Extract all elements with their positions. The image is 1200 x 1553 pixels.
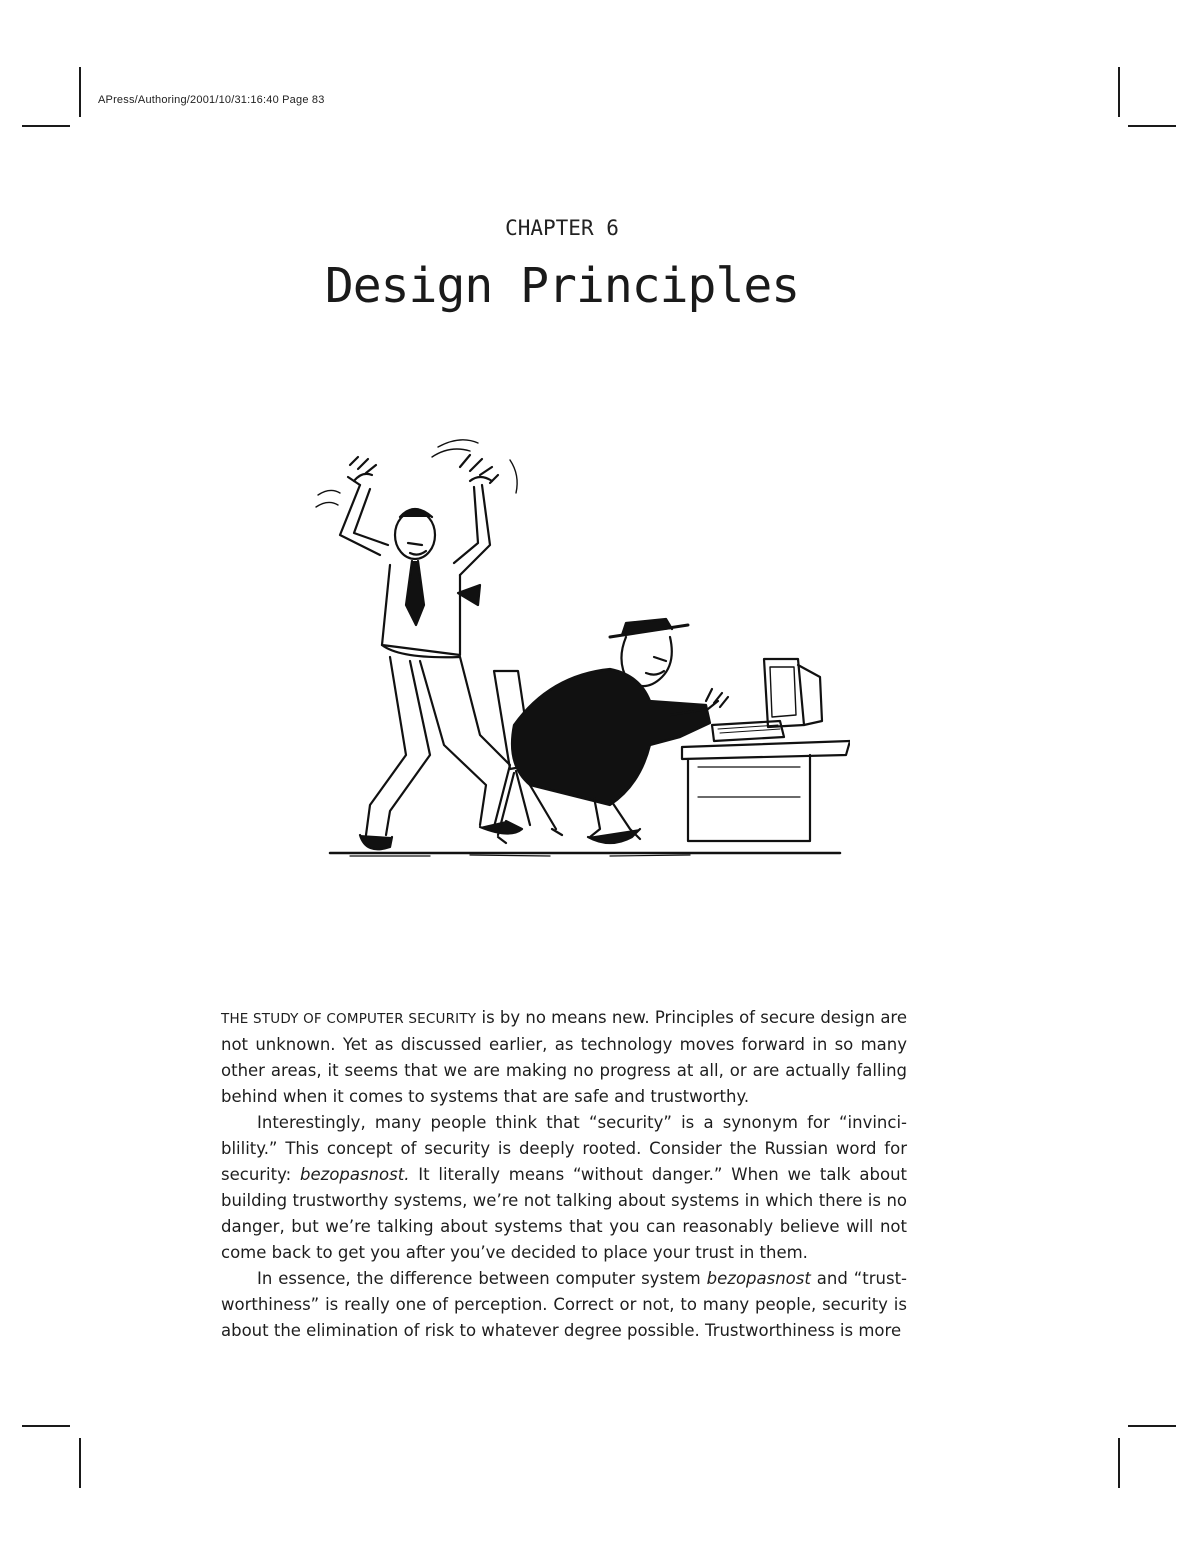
crop-mark-top-left-horizontal — [22, 125, 70, 127]
crop-mark-bottom-left-horizontal — [22, 1425, 70, 1427]
crop-mark-top-right-vertical — [1118, 67, 1120, 117]
crop-mark-bottom-left-vertical — [79, 1438, 81, 1488]
crop-mark-top-right-horizontal — [1128, 125, 1176, 127]
crop-mark-bottom-right-horizontal — [1128, 1425, 1176, 1427]
desk-icon — [682, 741, 850, 841]
paragraph-3-text-b: and “trust-worthiness” is really one of perception. Correct or not, to many people, security is about the elimination of risk to whatever degree possible. Trustworthiness is more — [221, 1269, 907, 1340]
cartoon-illustration — [310, 425, 850, 875]
crop-mark-bottom-right-vertical — [1118, 1438, 1120, 1488]
chapter-label: CHAPTER 6 — [505, 216, 619, 240]
paragraph-lead-in: THE STUDY OF COMPUTER SECURITY — [221, 1011, 477, 1027]
paragraph-2-text-b: It literally means “without danger.” When we talk about building trustworthy systems, we’re not talking about systems in which there is no danger, but we’re talking about systems that you can reasonably believe will not come back to get you after you’ve decided to place your trust in them. — [221, 1165, 907, 1262]
paragraph-2-emphasis: bezopasnost. — [300, 1165, 410, 1184]
computer-monitor-icon — [712, 659, 822, 741]
body-text — [221, 1005, 907, 1344]
print-slug: APress/Authoring/2001/10/31:16:40 Page 83 — [98, 94, 325, 106]
paragraph-3-text-a: In essence, the difference between computer system — [257, 1269, 707, 1288]
paragraph-1 — [221, 1005, 907, 1110]
chapter-title: Design Principles — [324, 258, 800, 314]
paragraph-2-text-a: Interestingly, many people think that “security” is a synonym for “invinci-blility.” This concept of security is deeply rooted. Consider the Russian word for security: — [221, 1113, 907, 1184]
paragraph-1-text: is by no means new. Principles of secure design are not unknown. Yet as discussed earlier, as technology moves forward in so many other areas, it seems that we are making no progress at all, or are actually falling behind when it comes to systems that are safe and trustworthy. — [221, 1008, 907, 1106]
paragraph-3-emphasis: bezopasnost — [706, 1269, 811, 1288]
crop-mark-top-left-vertical — [79, 67, 81, 117]
paragraph-2 — [221, 1110, 907, 1266]
paragraph-3 — [221, 1266, 907, 1344]
angry-man-figure — [316, 440, 522, 849]
